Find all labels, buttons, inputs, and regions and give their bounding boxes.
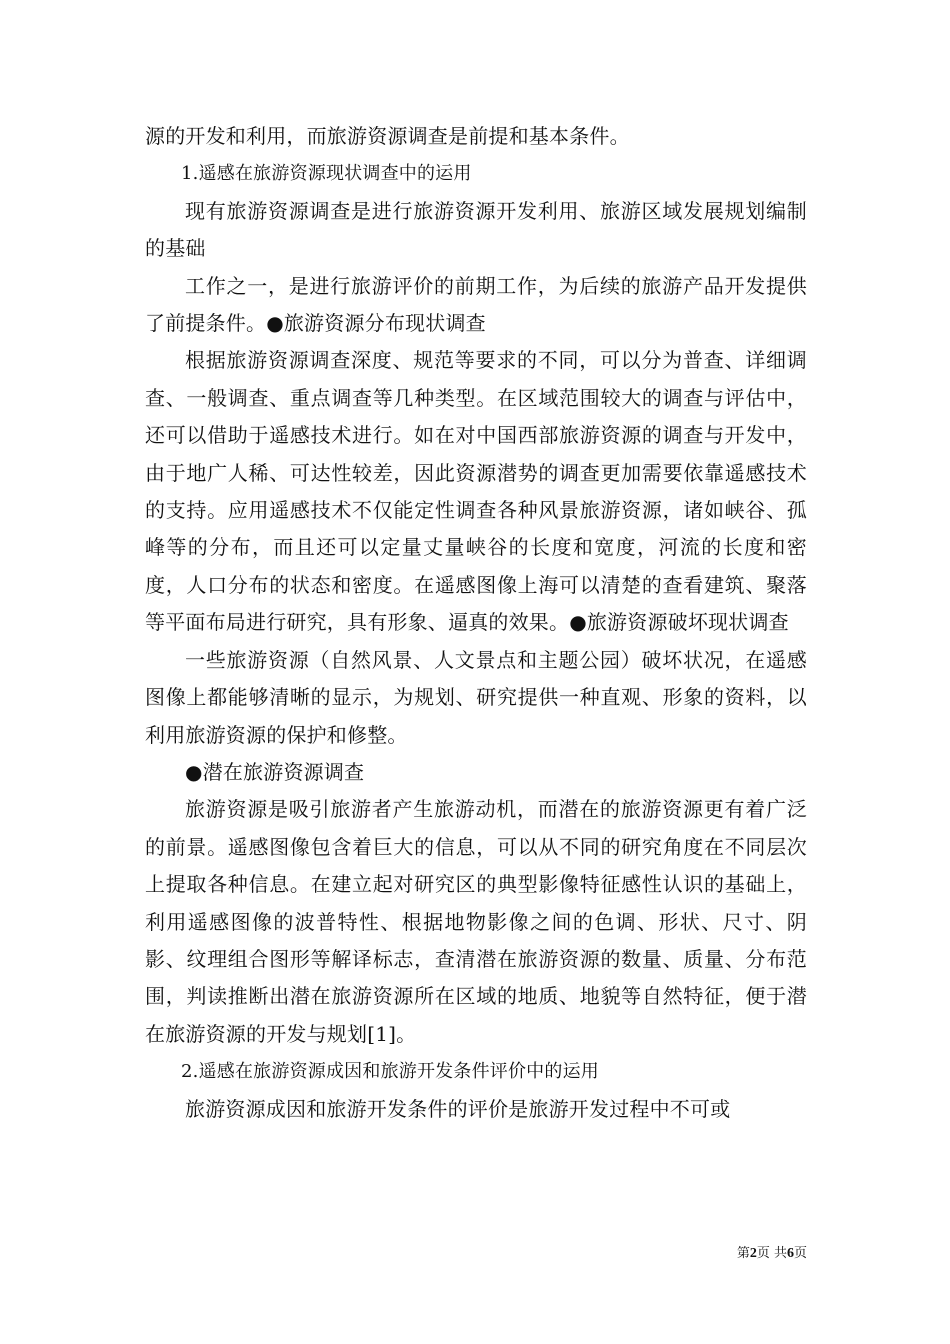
paragraph: 一些旅游资源（自然风景、人文景点和主题公园）破坏状况，在遥感图像上都能够清晰的显示，为规划、研究提供一种直观、形象的资料，以利用旅游资源的保护和修整。 <box>145 647 807 747</box>
page-footer <box>737 1246 807 1262</box>
paragraph: 旅游资源是吸引旅游者产生旅游动机，而潜在的旅游资源更有着广泛的前景。遥感图像包含着巨大的信息，可以从不同的研究角度在不同层次上提取各种信息。在建立起对研究区的典型影像特征感性认识的基础上，利用遥感图像的波普特性、根据地物影像之间的色调、形状、尺寸、阴影、纹理组合图形等解译标志，查清潜在旅游资源的数量、质量、分布范围，判读推断出潜在旅游资源所在区域的地质、地貌等自然特征，便于潜在旅游资源的开发与规划[1]。 <box>145 797 807 1046</box>
paragraph: 工作之一，是进行旅游评价的前期工作，为后续的旅游产品开发提供了前提条件。●旅游资源分布现状调查 <box>145 273 807 336</box>
total-page-number: 6 <box>786 1246 794 1261</box>
paragraph: ●潜在旅游资源调查 <box>185 759 365 784</box>
paragraph: 源的开发和利用，而旅游资源调查是前提和基本条件。 <box>145 124 630 148</box>
paragraph: 现有旅游资源调查是进行旅游资源开发利用、旅游区域发展规划编制的基础 <box>145 198 807 261</box>
current-page-number: 2 <box>749 1246 757 1261</box>
body-text <box>145 118 807 1128</box>
footer-suffix: 页 <box>793 1246 807 1261</box>
paragraph: 根据旅游资源调查深度、规范等要求的不同，可以分为普查、详细调查、一般调查、重点调查等几种类型。在区域范围较大的调查与评估中，还可以借助于遥感技术进行。如在对中国西部旅游资源的调查与开发中，由于地广人稀、可达性较差，因此资源潜势的调查更加需要依靠遥感技术的支持。应用遥感技术不仅能定性调查各种风景旅游资源，诸如峡谷、孤峰等的分布，而且还可以定量丈量峡谷的长度和宽度，河流的长度和密度，人口分布的状态和密度。在遥感图像上海可以清楚的查看建筑、聚落等平面布局进行研究，具有形象、逼真的效果。●旅游资源破坏现状调查 <box>145 348 807 635</box>
section-heading: 2.遥感在旅游资源成因和旅游开发条件评价中的运用 <box>181 1061 599 1083</box>
footer-middle: 页 共 <box>756 1246 787 1261</box>
paragraph: 旅游资源成因和旅游开发条件的评价是旅游开发过程中不可或 <box>185 1096 731 1121</box>
section-heading: 1.遥感在旅游资源现状调查中的运用 <box>181 163 472 185</box>
footer-prefix: 第 <box>736 1246 750 1261</box>
